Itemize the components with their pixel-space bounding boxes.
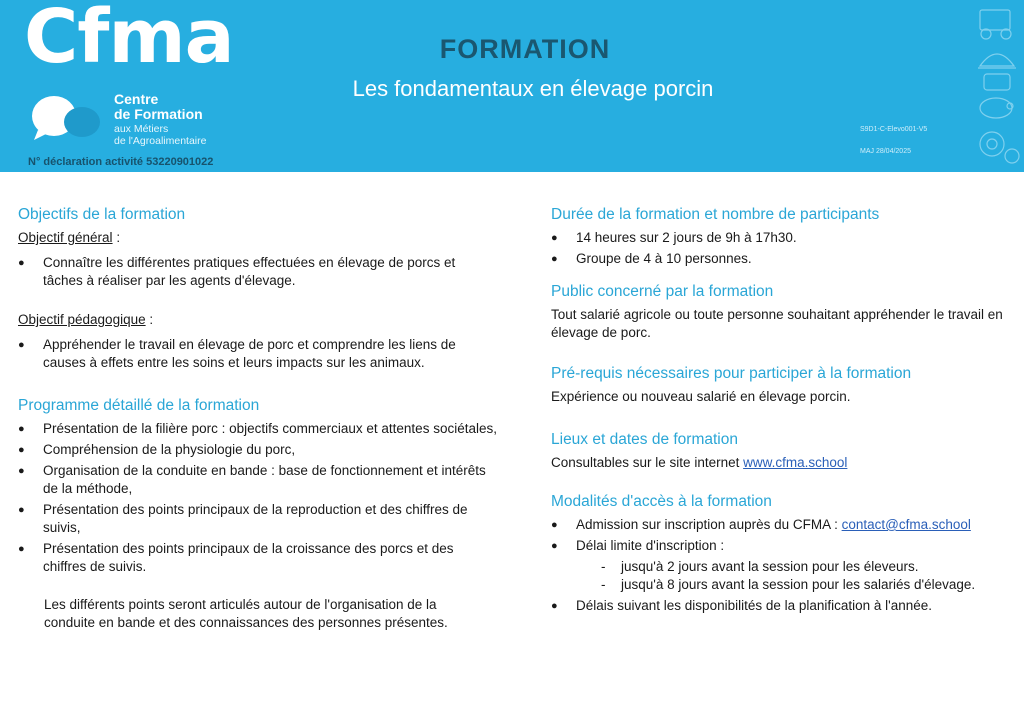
public-title: Public concerné par la formation bbox=[551, 283, 774, 300]
objectifs-title: Objectifs de la formation bbox=[18, 206, 186, 223]
objectif-general-label: Objectif général : bbox=[18, 230, 121, 245]
modalites-list bbox=[551, 516, 1021, 555]
contact-email-link[interactable]: contact@cfma.school bbox=[841, 517, 971, 532]
lieux-text: Consultables sur le site internet www.cfma.school bbox=[551, 455, 848, 470]
helmet-icon bbox=[980, 54, 1014, 66]
lieux-title: Lieux et dates de formation bbox=[551, 431, 738, 448]
declaration-number: N° déclaration activité 53220901022 bbox=[28, 156, 214, 168]
centre-name: Centre de Formation bbox=[114, 91, 203, 122]
list-item: ● Présentation de la filière porc : objectifs commerciaux et attentes sociétales, bbox=[18, 420, 498, 438]
list-item: ● Admission sur inscription auprès du CFMA : contact@cfma.school bbox=[551, 516, 1021, 534]
public-text: Tout salarié agricole ou toute personne souhaitant appréhender le travail en élevage de porc. bbox=[551, 307, 1003, 340]
worker-icon bbox=[984, 74, 1010, 90]
centre-subtitle: aux Métiers de l'Agroalimentaire bbox=[114, 123, 207, 147]
objectif-pedago-label: Objectif pédagogique : bbox=[18, 312, 154, 327]
objectif-pedago-list bbox=[18, 336, 498, 372]
update-date: MAJ 28/04/2025 bbox=[860, 148, 911, 155]
list-item: ● Délais suivant les disponibilités de la planification à l'année. bbox=[551, 597, 1021, 615]
programme-note: Les différents points seront articulés autour de l'organisation de la conduite en bande et des connaissances des personnes présentes. bbox=[44, 597, 448, 630]
cfma-logo: Cfma bbox=[24, 0, 234, 80]
header-banner bbox=[0, 0, 1024, 172]
decorative-icons bbox=[972, 4, 1022, 170]
list-item: ● Compréhension de la physiologie du porc, bbox=[18, 441, 498, 459]
left-column bbox=[18, 205, 498, 632]
delai-sublist bbox=[601, 558, 1021, 594]
page-title: FORMATION bbox=[439, 34, 611, 64]
list-item: ● Présentation des points principaux de la croissance des porcs et des chiffres de suivis. bbox=[18, 540, 498, 576]
objectif-general-list bbox=[18, 254, 498, 290]
prerequis-title: Pré-requis nécessaires pour participer à la formation bbox=[551, 365, 912, 382]
right-column bbox=[551, 205, 1021, 618]
programme-title: Programme détaillé de la formation bbox=[18, 397, 260, 414]
list-item: ● Présentation des points principaux de la reproduction et des chiffres de suivis, bbox=[18, 501, 498, 537]
website-link[interactable]: www.cfma.school bbox=[743, 455, 848, 470]
list-item: ● 14 heures sur 2 jours de 9h à 17h30. bbox=[551, 229, 1021, 247]
modalites-title: Modalités d'accès à la formation bbox=[551, 493, 772, 510]
sub-list-item: - jusqu'à 2 jours avant la session pour les éleveurs. bbox=[601, 558, 1021, 576]
list-item: ● Délai limite d'inscription : bbox=[551, 537, 1021, 555]
gear-icon bbox=[980, 132, 1004, 156]
list-item: ● Connaître les différentes pratiques effectuées en élevage de porcs et tâches à réaliser par les agents d'élevage. bbox=[18, 254, 498, 290]
reference-code: S9D1-C-Elevo001-V5 bbox=[860, 126, 928, 133]
list-item: ● Organisation de la conduite en bande : base de fonctionnement et intérêts de la méthode, bbox=[18, 462, 498, 498]
list-item: ● Appréhender le travail en élevage de porc et comprendre les liens de causes à effets entre les soins et leurs impacts sur les animaux. bbox=[18, 336, 498, 372]
prerequis-text: Expérience ou nouveau salarié en élevage porcin. bbox=[551, 389, 851, 404]
duree-list bbox=[551, 229, 1021, 268]
delais-list bbox=[551, 597, 1021, 615]
page-subtitle: Les fondamentaux en élevage porcin bbox=[352, 76, 714, 101]
duree-title: Durée de la formation et nombre de participants bbox=[551, 206, 880, 223]
programme-list bbox=[18, 420, 498, 576]
list-item: ● Groupe de 4 à 10 personnes. bbox=[551, 250, 1021, 268]
tractor-icon bbox=[980, 10, 1010, 30]
sub-list-item: - jusqu'à 8 jours avant la session pour les salariés d'élevage. bbox=[601, 576, 1021, 594]
